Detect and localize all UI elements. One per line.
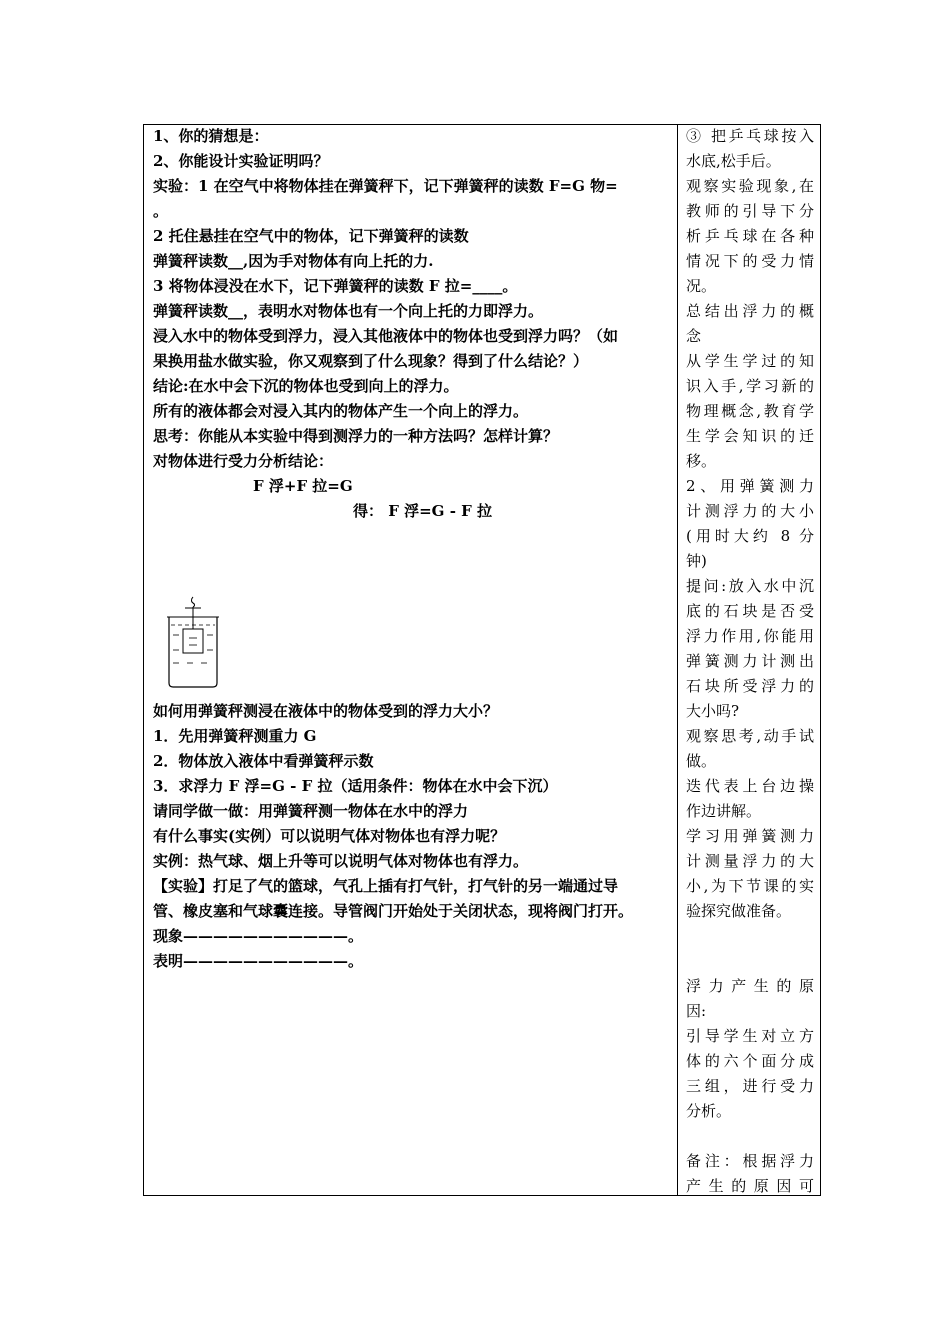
text-line: 对物体进行受力分析结论： <box>153 452 334 470</box>
note-line: 底的石块是否受 <box>686 602 814 620</box>
text-line: 果换用盐水做实验，你又观察到了什么现象？得到了什么结论？） <box>153 352 589 370</box>
note-line: 况。 <box>686 277 717 295</box>
note-line: 备注：根据浮力 <box>686 1152 814 1170</box>
text-line: 结论:在水中会下沉的物体也受到向上的浮力。 <box>153 377 459 395</box>
formula-line: F 浮+F 拉=G <box>253 477 353 495</box>
note-line: ③ 把乒乓球按入 <box>686 127 814 145</box>
text-line: 。 <box>153 202 169 220</box>
note-line: 作边讲解。 <box>686 802 762 820</box>
text-line: 2、你能设计实验证明吗？ <box>153 152 329 170</box>
note-line: 浮力作用,你能用 <box>686 627 814 645</box>
text-line: 实例：热气球、烟上升等可以说明气体对物体也有浮力。 <box>153 852 529 870</box>
text-line: 思考：你能从本实验中得到测浮力的一种方法吗？怎样计算？ <box>153 427 559 445</box>
note-line: 大小吗? <box>686 702 740 720</box>
note-line: 分析。 <box>686 1102 732 1120</box>
note-line: 三组，进行受力 <box>686 1077 814 1095</box>
text-line: 如何用弹簧秤测浸在液体中的物体受到的浮力大小？ <box>153 702 499 720</box>
text-line: 弹簧秤读数__，表明水对物体也有一个向上托的力即浮力。 <box>153 302 544 320</box>
note-line: 提问:放入水中沉 <box>686 577 814 595</box>
note-line: 小,为下节课的实 <box>686 877 814 895</box>
note-line: (用时大约 8 分 <box>686 527 814 545</box>
text-line: 2．物体放入液体中看弹簧秤示数 <box>153 752 374 770</box>
note-line: 弹簧测力计测出 <box>686 652 814 670</box>
note-line: 引导学生对立方 <box>686 1027 814 1045</box>
note-line: 生学会知识的迁 <box>686 427 814 445</box>
note-line: 情况下的受力情 <box>686 252 814 270</box>
note-line: 钟) <box>686 552 707 570</box>
note-line: 观察思考,动手试 <box>686 727 814 745</box>
note-line: 计测量浮力的大 <box>686 852 814 870</box>
text-line: 有什么事实(实例）可以说明气体对物体也有浮力呢？ <box>153 827 506 845</box>
note-line: 验探究做准备。 <box>686 902 792 920</box>
text-line: 管、橡皮塞和气球囊连接。导管阀门开始处于关闭状态，现将阀门打开。 <box>153 902 634 920</box>
text-line: 现象———————————。 <box>153 927 364 945</box>
note-line: 计测浮力的大小 <box>686 502 814 520</box>
note-line: 观察实验现象,在 <box>686 177 814 195</box>
note-line: 浮 力 产 生 的 原 <box>686 977 814 995</box>
note-line: 水底,松手后。 <box>686 152 781 170</box>
text-line: 2 托住悬挂在空气中的物体，记下弹簧秤的读数 <box>153 227 469 245</box>
note-line: 移。 <box>686 452 717 470</box>
note-line: 迭代表上台边操 <box>686 777 814 795</box>
text-line: 浸入水中的物体受到浮力，浸入其他液体中的物体也受到浮力吗？（如 <box>153 327 619 345</box>
note-line: 学习用弹簧测力 <box>686 827 814 845</box>
note-line: 总结出浮力的概 <box>686 302 814 320</box>
note-line: 2、用弹簧测力 <box>686 477 814 495</box>
note-line: 做。 <box>686 752 717 770</box>
note-line: 教师的引导下分 <box>686 202 814 220</box>
text-line: 1．先用弹簧秤测重力 G <box>153 727 317 745</box>
note-line: 石块所受浮力的 <box>686 677 814 695</box>
note-line: 因: <box>686 1002 707 1020</box>
note-line: 从学生学过的知 <box>686 352 814 370</box>
note-line: 识入手,学习新的 <box>686 377 814 395</box>
text-line: 实验：1 在空气中将物体挂在弹簧秤下，记下弹簧秤的读数 F=G 物= <box>153 177 618 195</box>
text-line: 3 将物体浸没在水下，记下弹簧秤的读数 F 拉=____。 <box>153 277 518 295</box>
note-line: 析乒乓球在各种 <box>686 227 814 245</box>
text-line: 表明———————————。 <box>153 952 364 970</box>
text-line: 3．求浮力 F 浮=G - F 拉（适用条件：物体在水中会下沉） <box>153 777 558 795</box>
note-line: 物理概念,教育学 <box>686 402 814 420</box>
note-line: 体的六个面分成 <box>686 1052 814 1070</box>
text-line: 弹簧秤读数__,因为手对物体有向上托的力. <box>153 252 434 270</box>
text-line: 请同学做一做：用弹簧秤测一物体在水中的浮力 <box>153 802 469 820</box>
spring-scale-beaker-diagram <box>165 595 225 690</box>
formula-line: 得： F 浮=G - F 拉 <box>353 502 493 520</box>
column-divider <box>677 124 678 1196</box>
text-line: 所有的液体都会对浸入其内的物体产生一个向上的浮力。 <box>153 402 529 420</box>
note-line: 念 <box>686 327 702 345</box>
text-line: 1、你的猜想是： <box>153 127 269 145</box>
note-line: 产 生 的 原 因 可 <box>686 1177 814 1195</box>
text-line: 【实验】打足了气的篮球，气孔上插有打气针，打气针的另一端通过导 <box>153 877 619 895</box>
